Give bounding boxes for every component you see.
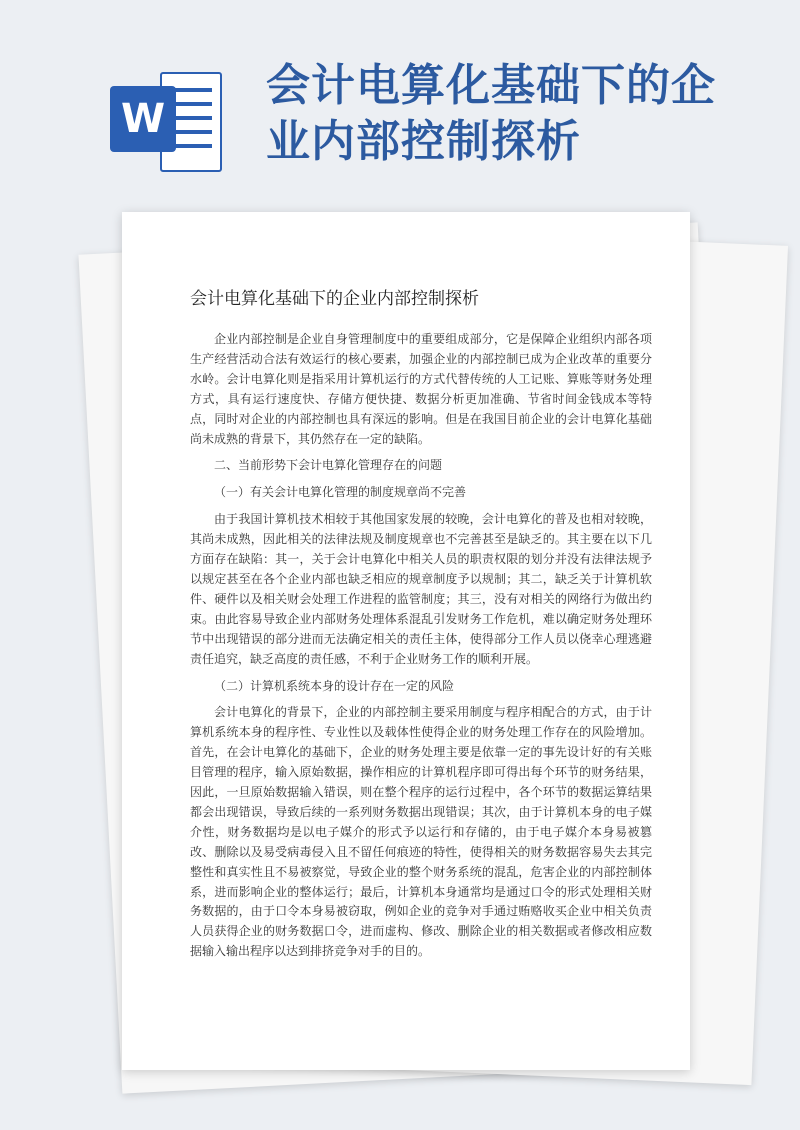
word-letter-icon: W — [110, 86, 176, 152]
document-title: 会计电算化基础下的企业内部控制探析 — [190, 289, 479, 309]
document-body — [190, 330, 652, 962]
paragraph: 会计电算化的背景下，企业的内部控制主要采用制度与程序相配合的方式，由于计算机系统本身的程序性、专业性以及载体性使得企业的财务处理工作存在的风险增加。首先，在会计电算化的基础下，企业的财务处理主要是依靠一定的事先设计好的有关账目管理的程序，输入原始数据，操作相应的计算机程序即可得出每个环节的财务结果，因此，一旦原始数据输入错误，则在整个程序的运行过程中，各个环节的数据运算结果都会出现错误，导致后续的一系列财务数据出现错误；其次，由于计算机本身的电子媒介性，财务数据均是以电子媒介的形式予以运行和存储的，由于电子媒介本身易被篡改、删除以及易受病毒侵入且不留任何痕迹的特性，使得相关的财务数据容易失去其完整性和真实性且不易被察觉，导致企业的整个财务系统的混乱，危害企业的内部控制体系，进而影响企业的整体运行；最后，计算机本身通常均是通过口令的形式处理相关财务数据的，由于口令本身易被窃取，例如企业的竞争对手通过贿赂收买企业中相关负责人员获得企业的财务数据口令，进而虚构、修改、删除企业的相关数据或者修改相应数据输入输出程序以达到排挤竞争对手的目的。 — [190, 705, 652, 959]
subsection-heading: （一）有关会计电算化管理的制度规章尚不完善 — [214, 485, 467, 500]
word-document-icon — [110, 80, 218, 166]
paragraph: 企业内部控制是企业自身管理制度中的重要组成部分，它是保障企业组织内部各项生产经营活动合法有效运行的核心要素，加强企业的内部控制已成为企业改革的重要分水岭。会计电算化则是指采用计算机运行的方式代替传统的人工记账、算账等财务处理方式，具有运行速度快、存储方便快捷、数据分析更加准确、节省时间金钱成本等特点，同时对企业的内部控制也具有深远的影响。但是在我国目前企业的会计电算化基础尚未成熟的背景下，其仍然存在一定的缺陷。 — [190, 332, 652, 446]
paragraph: 由于我国计算机技术相较于其他国家发展的较晚，会计电算化的普及也相对较晚，其尚未成熟，因此相关的法律法规及制度规章也不完善甚至是缺乏的。其主要在以下几方面存在缺陷：其一，关于会计电算化中相关人员的职责权限的划分并没有法律法规予以规定甚至在各个企业内部也缺乏相应的规章制度予以规制；其二，缺乏关于计算机软件、硬件以及相关财会处理工作进程的监管制度；其三，没有对相关的网络行为做出约束。由此容易导致企业内部财务处理体系混乱引发财务工作危机，难以确定财务处理环节中出现错误的部分进而无法确定相关的责任主体，使得部分工作人员以侥幸心理逃避责任追究，缺乏高度的责任感，不利于企业财务工作的顺利开展。 — [190, 512, 652, 666]
subsection-heading: （二）计算机系统本身的设计存在一定的风险 — [214, 678, 455, 693]
page-banner — [0, 0, 800, 215]
banner-title: 会计电算化基础下的企业内部控制探析 — [266, 60, 716, 167]
section-heading: 二、当前形势下会计电算化管理存在的问题 — [214, 458, 443, 473]
document-page — [122, 212, 690, 1070]
